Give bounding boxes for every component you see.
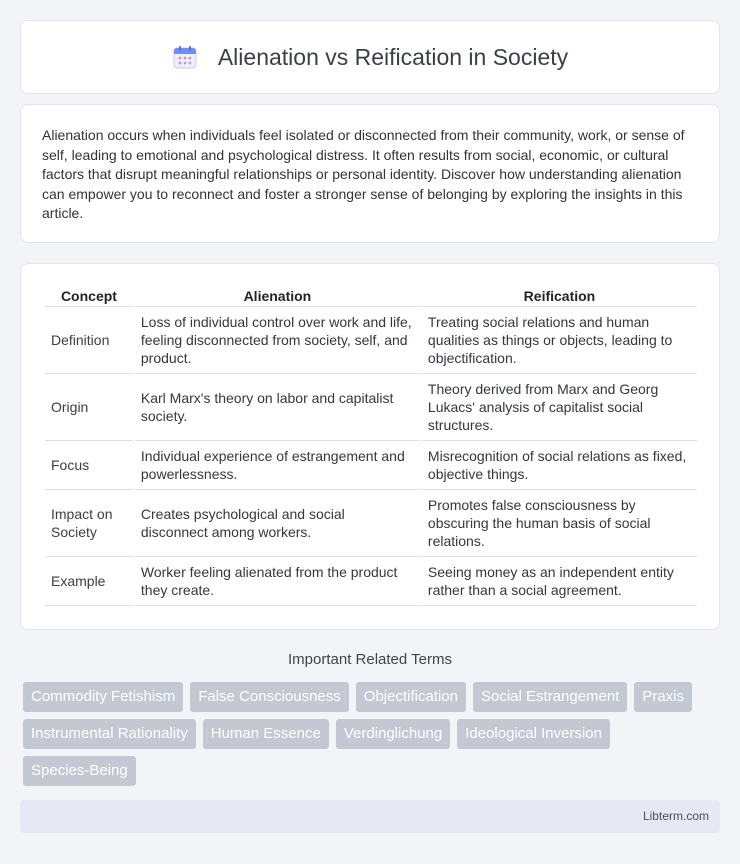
row-concept: Example xyxy=(45,557,133,606)
row-concept: Definition xyxy=(45,307,133,374)
row-concept: Focus xyxy=(45,441,133,490)
tag-species-being[interactable]: Species-Being xyxy=(23,756,136,786)
related-terms-title: Important Related Terms xyxy=(288,651,452,668)
header-card xyxy=(20,20,720,94)
comparison-table xyxy=(43,284,699,606)
tag-commodity-fetishism[interactable]: Commodity Fetishism xyxy=(23,682,183,712)
tag-false-consciousness[interactable]: False Consciousness xyxy=(190,682,349,712)
tag-praxis[interactable]: Praxis xyxy=(634,682,692,712)
row-concept: Impact on Society xyxy=(45,490,133,557)
comparison-table-card xyxy=(20,263,720,630)
tag-verdinglichung[interactable]: Verdinglichung xyxy=(336,719,450,749)
row-reification: Seeing money as an independent entity rather than a social agreement. xyxy=(422,557,697,606)
footer xyxy=(20,800,720,833)
tag-instrumental-rationality[interactable]: Instrumental Rationality xyxy=(23,719,196,749)
row-reification: Treating social relations and human qualities as things or objects, leading to objectification. xyxy=(422,307,697,374)
row-alienation: Karl Marx's theory on labor and capitalist society. xyxy=(135,374,420,441)
table-row xyxy=(45,441,697,490)
header-alienation: Alienation xyxy=(135,284,420,307)
row-alienation: Loss of individual control over work and life, feeling disconnected from society, self, and product. xyxy=(135,307,420,374)
related-terms-list xyxy=(23,682,723,786)
header-concept: Concept xyxy=(45,284,133,307)
table-row xyxy=(45,307,697,374)
intro-card xyxy=(20,104,720,243)
intro-paragraph: Alienation occurs when individuals feel isolated or disconnected from their community, work, or sense of self, leading to emotional and psychological distress. It often results from social, economic, or cultural factors that disrupt meaningful relationships or personal identity. Discover how understanding alienation can empower you to reconnect and foster a stronger sense of belonging by exploring the insights in this article. xyxy=(42,127,685,222)
row-alienation: Creates psychological and social disconnect among workers. xyxy=(135,490,420,557)
table-row xyxy=(45,490,697,557)
tag-ideological-inversion[interactable]: Ideological Inversion xyxy=(457,719,610,749)
page-title: Alienation vs Reification in Society xyxy=(217,43,569,70)
footer-site-link[interactable]: Libterm.com xyxy=(642,809,709,823)
row-reification: Promotes false consciousness by obscuring the human basis of social relations. xyxy=(422,490,697,557)
header-reification: Reification xyxy=(422,284,697,307)
calendar-icon xyxy=(172,44,198,70)
table-row xyxy=(45,557,697,606)
row-concept: Origin xyxy=(45,374,133,441)
tag-social-estrangement[interactable]: Social Estrangement xyxy=(473,682,627,712)
row-reification: Theory derived from Marx and Georg Lukacs' analysis of capitalist social structures. xyxy=(422,374,697,441)
row-alienation: Individual experience of estrangement and powerlessness. xyxy=(135,441,420,490)
table-header-row xyxy=(45,284,697,307)
row-alienation: Worker feeling alienated from the product they create. xyxy=(135,557,420,606)
row-reification: Misrecognition of social relations as fixed, objective things. xyxy=(422,441,697,490)
table-row xyxy=(45,374,697,441)
tag-objectification[interactable]: Objectification xyxy=(356,682,466,712)
tag-human-essence[interactable]: Human Essence xyxy=(203,719,329,749)
